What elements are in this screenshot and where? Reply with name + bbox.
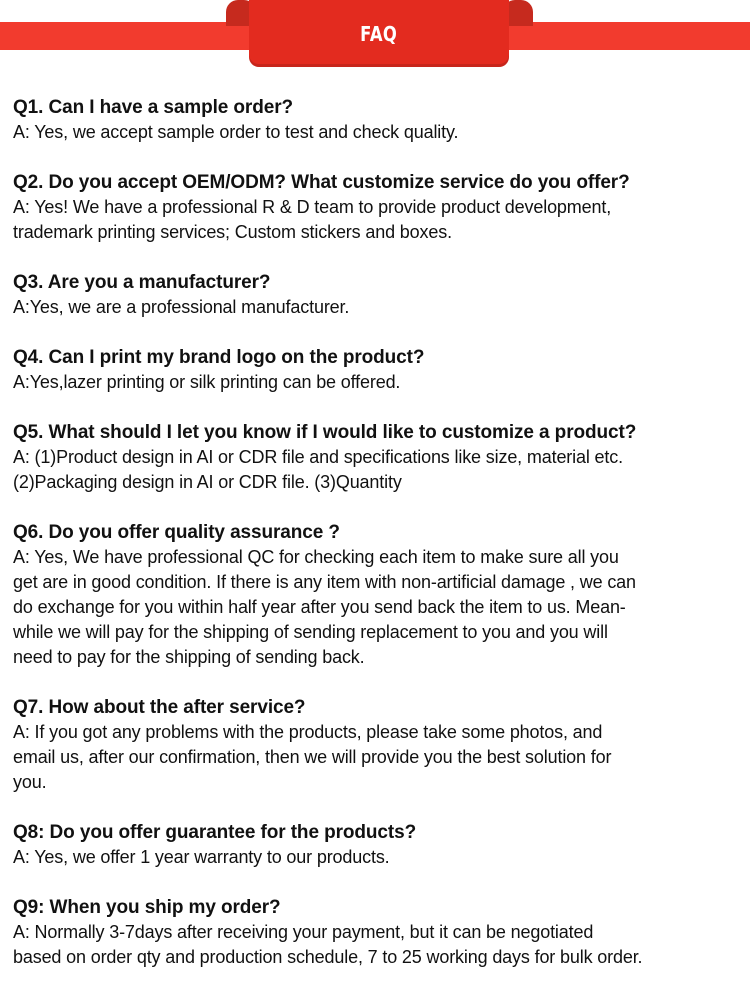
page-title: FAQ [360,21,398,46]
faq-question: Q1. Can I have a sample order? [13,97,293,118]
faq-question: Q2. Do you accept OEM/ODM? What customize service do you offer? [13,172,630,193]
faq-banner [0,0,750,70]
faq-answer [13,920,743,970]
faq-answer [13,120,743,145]
faq-item [13,270,743,320]
faq-answer [13,295,743,320]
faq-answer-line: A: Yes! We have a professional R & D team to provide product development, [13,197,612,217]
faq-item [13,420,743,495]
faq-answer-line: get are in good condition. If there is any item with non-artificial damage , we can [13,572,636,592]
faq-answer-line: trademark printing services; Custom stickers and boxes. [13,222,452,242]
banner-tab [249,0,509,67]
faq-question: Q4. Can I print my brand logo on the product? [13,347,425,368]
faq-list [13,95,743,995]
faq-answer-line: (2)Packaging design in AI or CDR file. (3)Quantity [13,472,402,492]
faq-answer [13,720,743,795]
faq-question: Q7. How about the after service? [13,697,306,718]
faq-answer [13,195,743,245]
faq-answer [13,370,743,395]
faq-answer-line: need to pay for the shipping of sending back. [13,647,365,667]
faq-answer-line: while we will pay for the shipping of sending replacement to you and you will [13,622,608,642]
faq-answer-line: A: Yes, we accept sample order to test and check quality. [13,122,459,142]
faq-item [13,695,743,795]
faq-question: Q8: Do you offer guarantee for the products? [13,822,417,843]
faq-item [13,345,743,395]
faq-answer-line: A: If you got any problems with the products, please take some photos, and [13,722,603,742]
faq-answer-line: A: Normally 3-7days after receiving your payment, but it can be negotiated [13,922,594,942]
faq-item [13,895,743,970]
faq-item [13,820,743,870]
faq-question: Q5. What should I let you know if I would like to customize a product? [13,422,637,443]
faq-answer [13,545,743,670]
faq-answer [13,445,743,495]
faq-item [13,170,743,245]
faq-answer-line: based on order qty and production schedule, 7 to 25 working days for bulk order. [13,947,643,967]
faq-question: Q6. Do you offer quality assurance ? [13,522,340,543]
faq-question: Q9: When you ship my order? [13,897,281,918]
faq-item [13,95,743,145]
faq-answer-line: A:Yes, we are a professional manufacturer. [13,297,350,317]
faq-answer-line: you. [13,772,47,792]
faq-answer-line: do exchange for you within half year after you send back the item to us. Mean- [13,597,626,617]
faq-question: Q3. Are you a manufacturer? [13,272,271,293]
faq-answer-line: A: (1)Product design in AI or CDR file and specifications like size, material etc. [13,447,623,467]
faq-answer [13,845,743,870]
faq-answer-line: A: Yes, We have professional QC for checking each item to make sure all you [13,547,619,567]
faq-answer-line: A: Yes, we offer 1 year warranty to our products. [13,847,390,867]
faq-answer-line: email us, after our confirmation, then we will provide you the best solution for [13,747,612,767]
faq-item [13,520,743,670]
faq-answer-line: A:Yes,lazer printing or silk printing can be offered. [13,372,401,392]
